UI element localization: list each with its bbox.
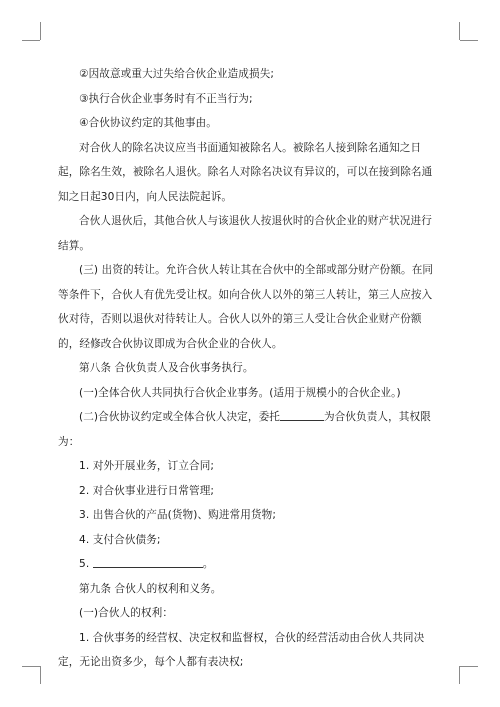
list-item-number: 5. xyxy=(79,558,93,570)
crop-mark-bottom-right xyxy=(459,666,460,684)
list-item: 1. 对外开展业务，订立合同; xyxy=(79,460,215,472)
paragraph: 合伙人退伙后，其他合伙人与该退伙人按退伙时的合伙企业的财产状况进行结算。 xyxy=(58,215,432,252)
list-item: 1. 合伙事务的经营权、决定权和监督权，合伙的经营活动由合伙人共同决定，无论出资多少，每个人都有表决权; xyxy=(58,631,425,668)
paragraph: ③执行合伙企业事务时有不正当行为; xyxy=(79,92,253,105)
paragraph-with-blank xyxy=(58,405,442,454)
article-heading: 第八条 合伙负责人及合伙事务执行。 xyxy=(79,362,254,374)
crop-mark-bottom-left xyxy=(40,666,41,684)
article-heading: 第九条 合伙人的权利和义务。 xyxy=(79,582,222,595)
crop-mark-bottom-left xyxy=(22,666,40,667)
list-item: 4. 支付合伙债务; xyxy=(79,533,161,546)
list-item: 3. 出售合伙的产品(货物)、购进常用货物; xyxy=(79,509,277,521)
fill-in-blank xyxy=(93,555,203,568)
paragraph: (三) 出资的转让。允许合伙人转让其在合伙中的全部或部分财产份额。在同等条件下，合伙人有优先受让权。如向合伙人以外的第三人转让，第三人应按入伙对待，否则以退伙对待转让人。合伙人以外的第三人受让合伙企业财产份额的，经修改合伙协议即成为合伙企业的合伙人。 xyxy=(58,264,434,350)
crop-mark-top-left xyxy=(40,22,41,40)
paragraph: (一)合伙人的权利： xyxy=(79,607,174,619)
crop-mark-top-right xyxy=(460,40,478,41)
paragraph: ②因故意或重大过失给合伙企业造成损失; xyxy=(79,68,275,80)
crop-mark-top-left xyxy=(22,40,40,41)
crop-mark-top-right xyxy=(459,22,460,40)
list-item: 2. 对合伙事业进行日常管理; xyxy=(79,484,215,497)
paragraph: (一)全体合伙人共同执行合伙企业事务。(适用于规模小的合伙企业。) xyxy=(79,386,401,399)
paragraph-text: (二)合伙协议约定或全体合伙人决定，委托 xyxy=(79,411,280,423)
fill-in-blank xyxy=(280,408,324,421)
paragraph: 对合伙人的除名决议应当书面通知被除名人。被除名人接到除名通知之日起，除名生效，被除名人退伙。除名人对除名决议有异议的，可以在接到除名通知之日起30日内，向人民法院起诉。 xyxy=(58,141,433,203)
list-item-end: 。 xyxy=(202,558,214,570)
document-body xyxy=(58,62,442,675)
crop-mark-bottom-right xyxy=(460,666,478,667)
list-item-with-blank xyxy=(58,552,442,577)
paragraph: ④合伙协议约定的其他事由。 xyxy=(79,117,217,129)
paragraph-text: 为合伙负责人，其权限为： xyxy=(58,411,431,448)
